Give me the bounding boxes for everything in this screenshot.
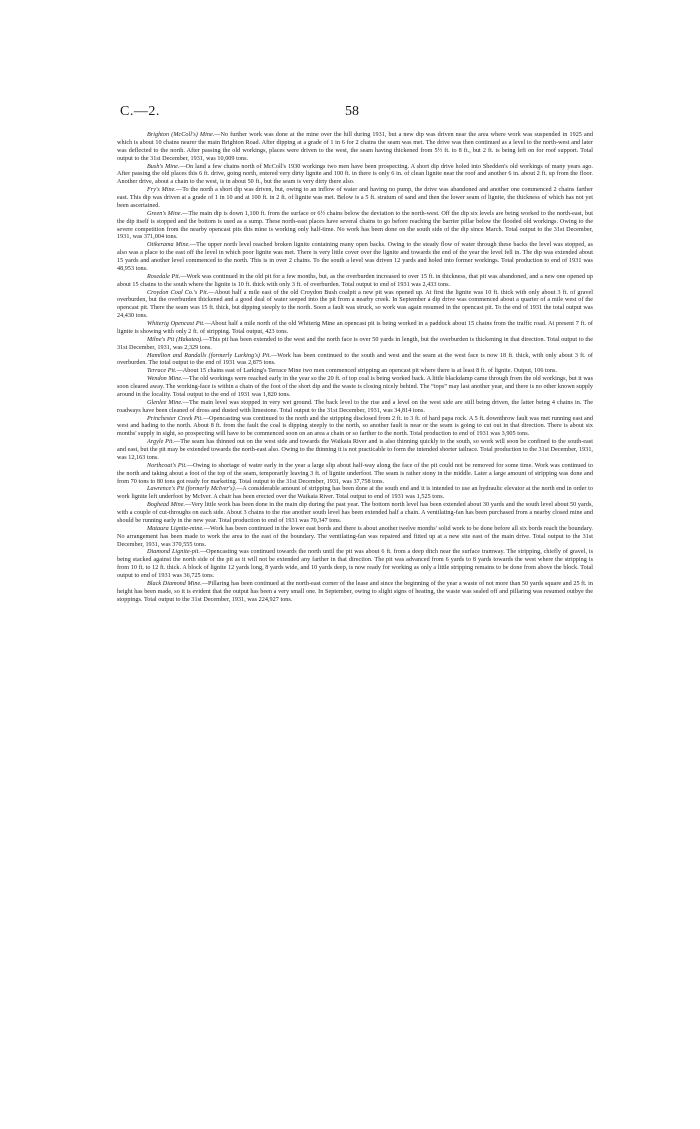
paragraph-text: —Opencasting was continued to the north and the stripping disclosed from 2 ft. to 3 ft. of hard papa rock. A 5 ft. downthrow fault was met running east and west and hading to the north. About 8 ft. from the fault the coal is dipping steeply to the north, so another fault is near or the seam is going to cut out in that direction. There is about six months' supply in sight, so prospecting will have to be commenced soon on an area a chain or so farther to the north. Total production to end of 1931 was 3,905 tons. [117, 415, 594, 438]
page-number: 58 [345, 104, 359, 119]
paragraph-text: —About 15 chains east of Larking's Terrace Mine two men commenced stripping an opencast pit where there is at least 8 ft. of lignite. Output, 106 tons. [176, 368, 557, 375]
paragraph-mataura-mine [117, 526, 593, 550]
paragraph-rosedale-pit [117, 274, 593, 290]
paragraph-text: —Opencasting was continued towards the north until the pit was about 6 ft. from a deep ditch near the surface tramway. The stripping, chiefly of gravel, is being stacked against the north side of the pit as it will not be extended any farther in that direction. The pit was advanced from 6 yards to 8 yards towards the west where the stripping is from 10 ft. to 12 ft. thick. A block of lignite 12 yards long, 8 yards wide, and 10 yards deep, is now ready for working as only a little stripping remains to be done from above the block. Total output to end of 1931 was 36,725 tons. [117, 549, 594, 579]
paragraph-bushs-mine [117, 164, 593, 188]
paragraph-text: —The upper north level reached broken lignite containing many open backs. Owing to the steady flow of water through these backs the level was stopped, as also was a place to the east off the level in which poor lignite was met. There is very little cover over the lignite and towards the end of the year the level fell in. The dip was extended about 15 yards and another level commenced to the north. This is in over 2 chains. To the south a level was driven 12 yards and holed into former workings. Total production to end of 1931 was 48,953 tons. [117, 242, 593, 272]
paragraph-title: Otikerama Mine. [147, 242, 190, 249]
paragraph-text: —About half a mile north of the old Whiterig Mine an opencast pit is being worked in a paddock about 15 chains from the traffic road. At present 7 ft. of lignite is showing with only 2 ft. of stripping. Total output, 423 tons. [117, 321, 593, 335]
paragraph-princhester-pit [117, 416, 593, 440]
paragraph-text: —The seam has thinned out on the west side and towards the Waikaia River and is also thinning quickly to the south, so work will soon be confined to the south-east and east, but the pit may be extended towards the north-east also. Owing to the thinning it is not practicable to form the intended shorter tailrace. Total production to the 31st December, 1931, was 12,163 tons. [117, 439, 593, 461]
paragraph-text: —The main dip is down 1,100 ft. from the surface or 6½ chains below the deviation to the north-west. Off the dip six levels are being worked to the north-east, but the dip itself is stopped and the bottom is used as a sump. These north-east places have several chains to go before reaching the barrier pillar below the flooded old workings. Owing to the severe competition from the nearby opencast pits this mine is working only half-time. No work has been done on the south side of the dip since March. Total output to the 31st December, 1931, was 371,004 tons. [117, 210, 594, 241]
paragraph-title: Black Diamond Mine. [147, 580, 202, 587]
paragraph-title: Boghead Mine. [147, 502, 186, 509]
paragraph-text: —Work was continued in the old pit for a few months, but, as the overburden increased to over 15 ft. in thickness, that pit was abandoned, and a new one opened up about 15 chains to the south where the lignite is 10 ft. thick with only 3 ft. of overburden. Total output to end of 1931 was 2,433 tons. [117, 273, 593, 288]
paragraph-text: —Owing to shortage of water early in the year a large slip about half-way along the face of the pit could not be removed for some time. Work was continued to the north and taking about a foot of the top of the seam, temporarily leaving 3 ft. of lignite underfoot. The seam is rather stony in the middle. Later a large amount of stripping was done and from 70 tons to 80 tons got ready for marketing. Total output to the 31st December, 1931, was 37,758 tons. [117, 462, 593, 485]
paragraph-frys-mine [117, 187, 593, 211]
page-header [120, 104, 590, 124]
paragraph-lawrences-pit [117, 486, 593, 502]
paragraph-title: Terrace Pit. [147, 368, 177, 375]
paragraph-northcoats-pit [117, 463, 593, 487]
paragraph-greens-mine [117, 211, 593, 243]
paragraph-text: —A considerable amount of stripping has been done at the south end and it is intended to use an hydraulic elevator at the north end in order to work lignite left underfoot by McIver. A chair has been erected over the Waikaia River. Total output to end of 1931 was 1,525 tons. [117, 486, 593, 501]
paragraph-text: —No further work was done at the mine over the hill during 1931, but a new dip was driven near the area where work was suspended in 1925 and which is about 10 chains nearer the main Brighton Road. After dipping at a grade of 1 in 6 for 2 chains the seam was met. The drive was then continued as a level to the north-west and later was deflected to the north. After passing the old workings, places were driven to the west, the seam having thickened from 5½ ft. to 8 ft., but 2 ft. is being left on for roof support. Total output to the 31st December, 1931, was 10,009 tons. [117, 132, 593, 162]
paragraph-title: Argyle Pit. [147, 439, 175, 446]
paragraph-argyle-pit [117, 439, 593, 463]
paragraph-title: Green's Mine. [147, 210, 183, 217]
paragraph-brighton-mine [117, 132, 593, 164]
paragraph-title: Brighton (McColl's) Mine. [147, 132, 215, 138]
paragraph-whiterig-pit [117, 321, 593, 337]
paragraph-boghead-mine [117, 502, 593, 526]
paragraph-text: —To the north a short dip was driven, but, owing to an inflow of water and having no pump, the drive was abandoned and another one commenced 2 chains farther east. This dip was driven at a grade of 1 in 10 and at 100 ft. in 2 ft. of lignite was met. Below is a 5 ft. stratum of sand and then the lower seam of lignite, the thickness of which has not yet been ascertained. [117, 187, 593, 209]
paragraph-title: Hamilton and Randalls (formerly Larking's) Pit. [147, 352, 272, 359]
paragraph-text: —The main level was stopped in very wet ground. The back level to the rise and a level on the west side are still being driven, the latter being 4 chains in. The roadways have been cleaned of dross and dusted with limestone. Total output to the 31st December, 1931, was 34,814 tons. [117, 399, 594, 414]
paragraph-text: —About half a mile east of the old Croydon Bush coalpit a new pit was opened up. At first the lignite was 10 ft. thick with only about 3 ft. of gravel overburden, but the overburden thickened and a good deal of water seeped into the pit from a nearby creek. In September a dip drive was commenced about a quarter of a mile west of the opencast pit. There the seam was 15 ft. thick, but dipping steeply to the north. Soon a fault was struck, so work was again resumed in the opencast pit. To the end of 1931 the total output was 24,430 tons. [117, 289, 593, 320]
paragraph-title: Diamond Lignite-pit. [147, 549, 200, 556]
paragraph-terrace-pit [117, 368, 593, 376]
paragraph-title: Bush's Mine. [147, 163, 180, 170]
paragraph-milnes-pit [117, 337, 593, 353]
paragraph-text: —Work has been continued in the lower east bords and there is about another twelve months' solid work to be done before all six bords reach the boundary. No arrangement has been made to work the area to the east of the boundary. The ventilating-fan was repaired and fitted up at a new site east of the main drive. Total output to the 31st December, 1931, was 370,555 tons. [117, 525, 593, 548]
report-body [117, 132, 593, 605]
paragraph-text: —Work has been continued to the south and west and the seam at the west face is now 18 ft. thick, with only about 3 ft. of overburden. The total output to the end of 1931 was 2,875 tons. [117, 352, 593, 367]
paragraph-title: Milne's Pit (Hakatea). [147, 336, 203, 343]
paragraph-title: Wendon Mine. [147, 376, 183, 383]
paragraph-title: Rosedale Pit. [147, 273, 181, 280]
paragraph-title: Princhester Creek Pit. [147, 415, 203, 422]
paragraph-text: —The old workings were reached early in the year so the 20 ft. of top coal is being worked back. A little blackdamp came through from the old workings, but it was soon cleared away. The working-face is within a chain of the foot of the short dip and the waste is closing nicely behind. The “tops” may last another year, and there is no other known supply around in the locality. Total output to the end of 1931 was 1,820 tons. [117, 376, 593, 398]
paragraph-title: Whiterig Opencast Pit. [147, 321, 205, 327]
paragraph-title: Fry's Mine. [147, 187, 177, 194]
paragraph-text: —Pillaring has been continued at the north-east corner of the lease and since the beginning of the year a waste of not more than 50 yards square and 25 ft. in height has been made, so it is evident that the output has been a very small one. In September, owing to slight signs of heating, the waste was sealed off and pillaring was resumed outbye the stoppings. Total output to the 31st December, 1931, was 224,927 tons. [117, 580, 593, 603]
page-reference: C.—2. [120, 104, 160, 119]
paragraph-otikerama-mine [117, 242, 593, 274]
paragraph-hamilton-pit [117, 353, 593, 369]
paragraph-text: —On land a few chains north of McColl's 1930 workings two men have been prospecting. A short dip drive holed into Shedden's old workings of many years ago. After passing the old places this 6 ft. drive, going north, entered very dirty lignite and 100 ft. in there is only 6 in. of clean lignite near the roof and another 6 in. about 2 ft. up from the floor. Another drive, about a chain to the west, is in about 50 ft., but the seam is very dirty there also. [117, 163, 593, 186]
paragraph-croydon-pit [117, 290, 593, 322]
paragraph-wendon-mine [117, 376, 593, 400]
paragraph-diamond-pit [117, 549, 593, 581]
paragraph-title: Northcoat's Pit. [147, 462, 187, 469]
paragraph-text: —Very little work has been done in the main dip during the past year. The bottom north level has been extended about 30 yards and the south level about 50 yards, with a couple of cut-throughs on each side. About 3 chains to the rise another south level has been extended half a chain. A ventilating-fan has been purchased from a nearby closed mine and should be running early in the new year. Total production to end of 1931 was 70,347 tons. [117, 502, 593, 524]
paragraph-black-diamond-mine [117, 581, 593, 605]
paragraph-glenlee-mine [117, 400, 593, 416]
paragraph-title: Mataura Lignite-mine. [147, 525, 204, 532]
paragraph-title: Lawrence's Pit (formerly McIver's). [147, 486, 237, 493]
paragraph-title: Glenlee Mine. [147, 399, 183, 406]
paragraph-title: Croydon Coal Co.'s Pit. [147, 289, 209, 296]
paragraph-text: —This pit has been extended to the west and the north face is over 50 yards in length, but the overburden is thickening in that direction. Total output to the 31st December, 1931, was 2,329 tons. [117, 336, 593, 351]
